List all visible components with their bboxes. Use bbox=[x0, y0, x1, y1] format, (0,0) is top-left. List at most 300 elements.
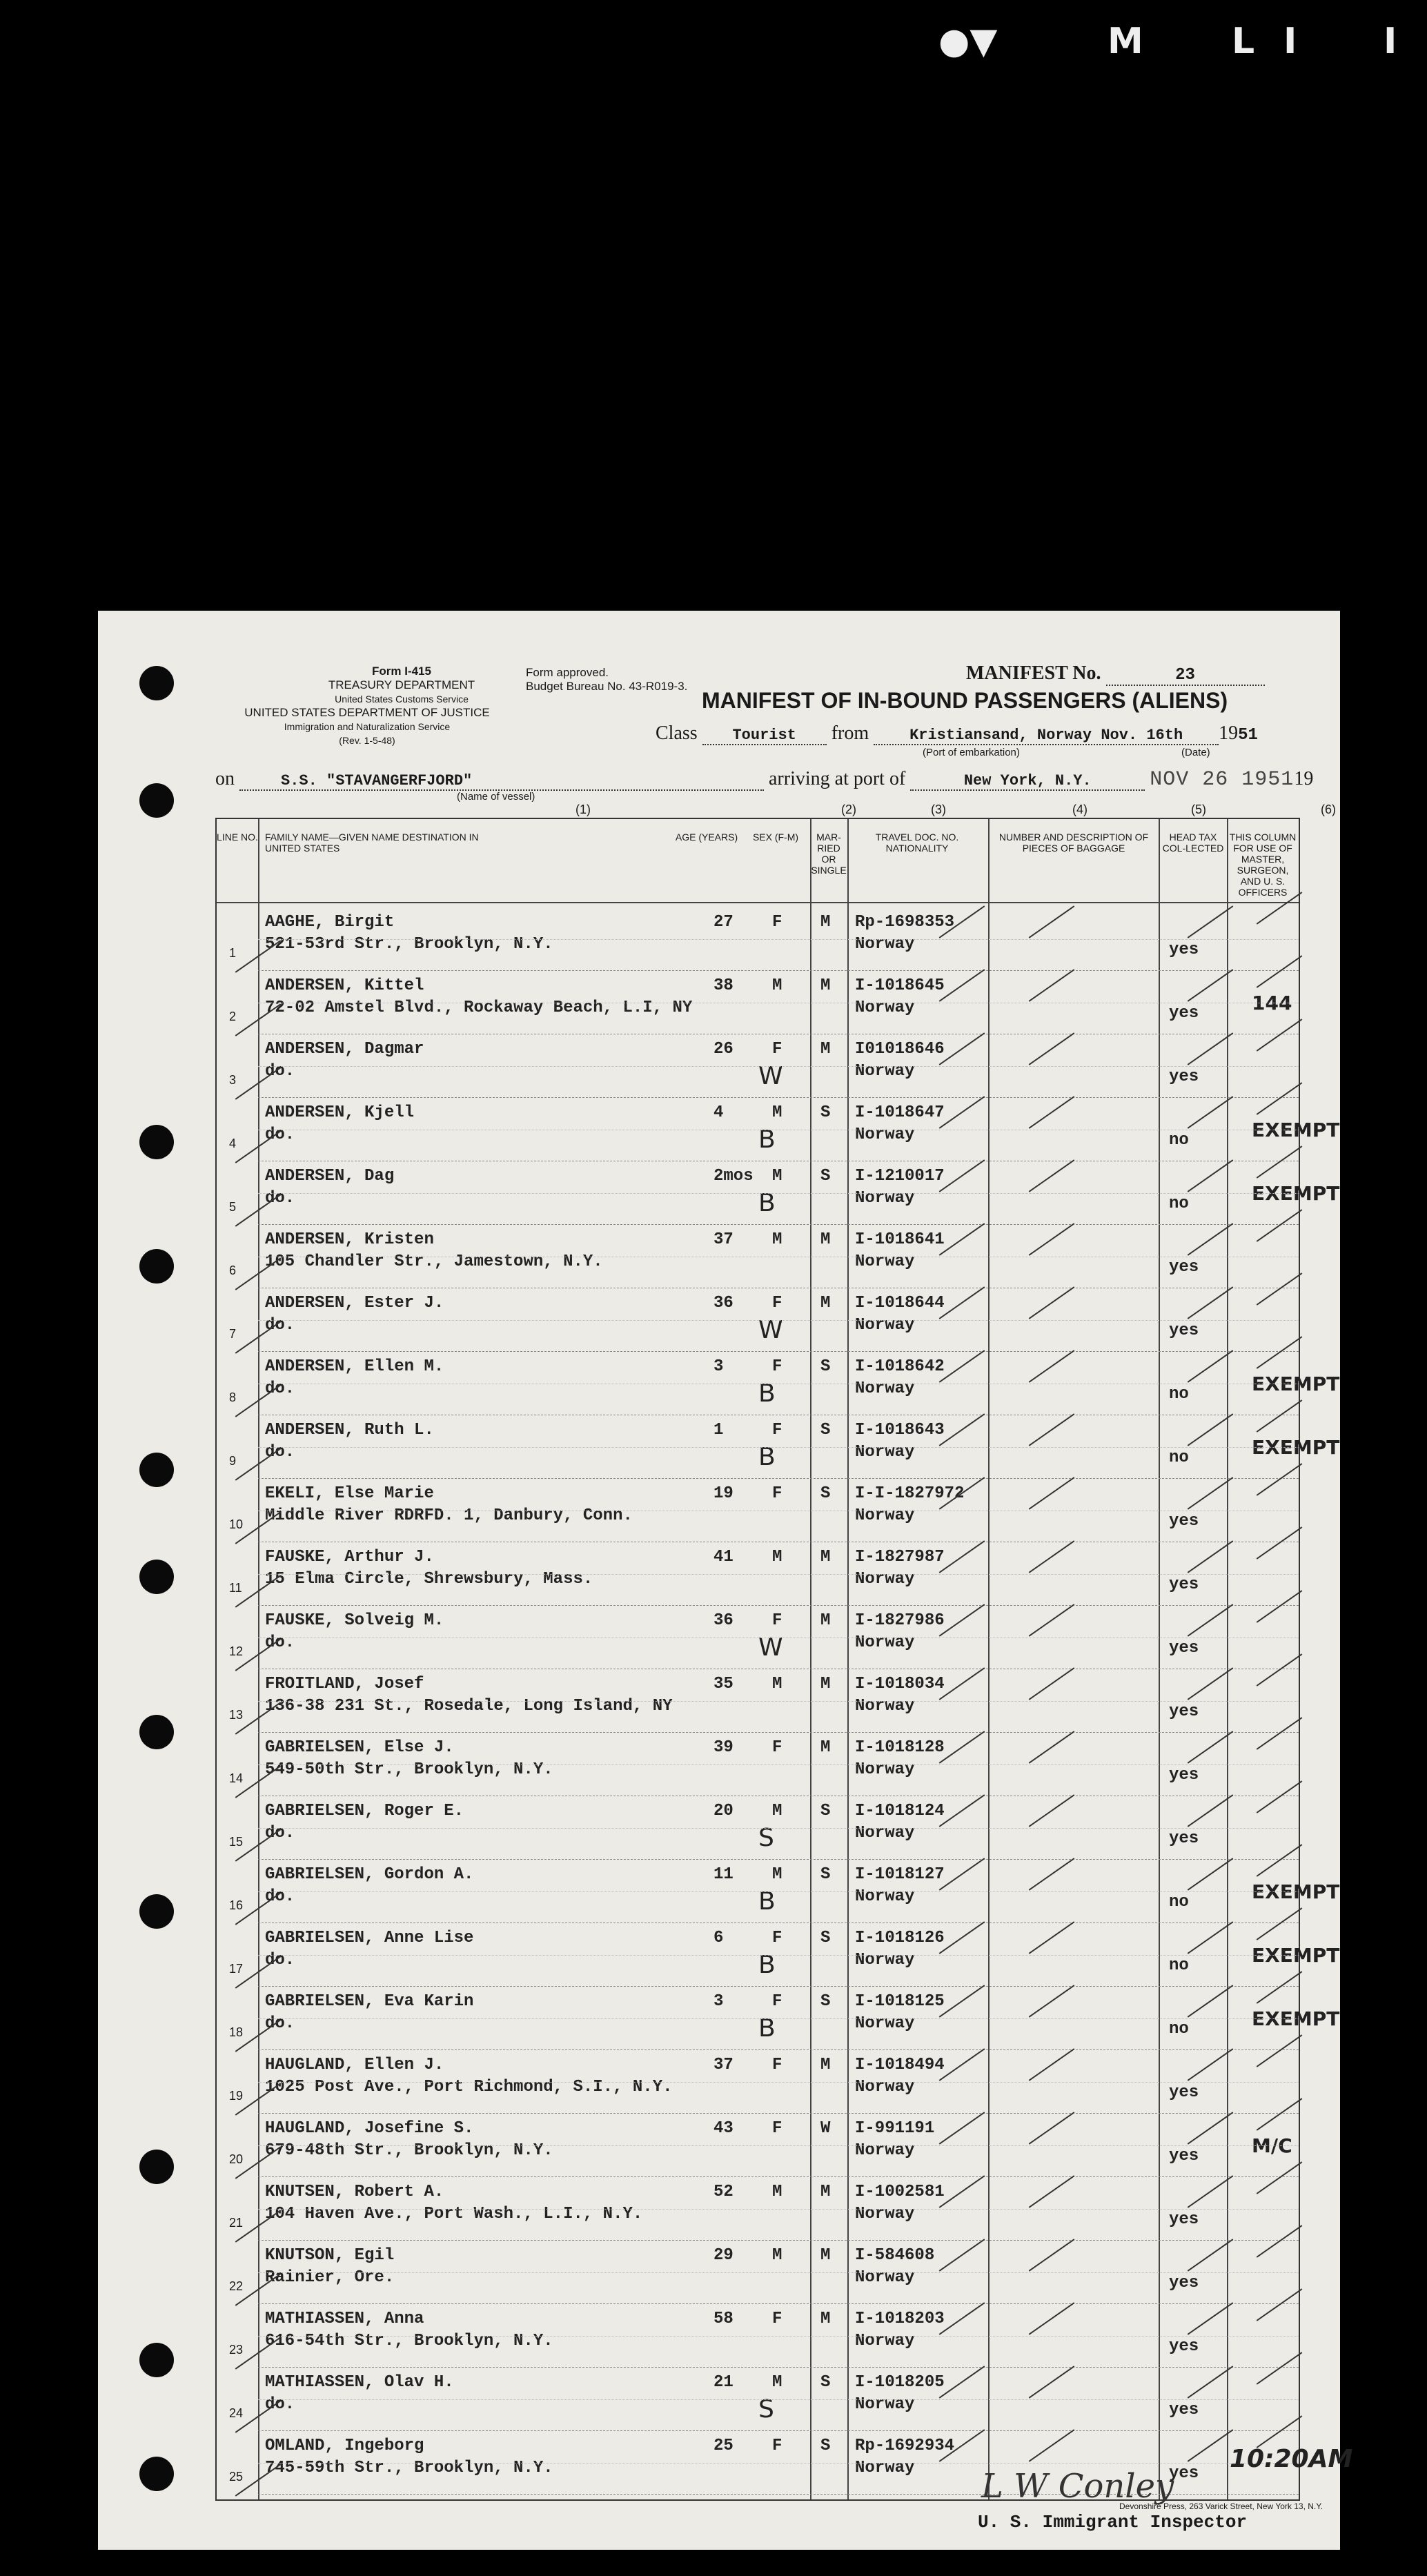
from-label: from bbox=[831, 722, 869, 744]
check-mark bbox=[235, 940, 282, 973]
family-name: AAGHE, Birgit bbox=[265, 913, 395, 932]
destination: 136-38 231 St., Rosedale, Long Island, NY bbox=[265, 1697, 673, 1715]
travel-doc-number: I-1018126 bbox=[855, 1929, 945, 1947]
check-mark bbox=[939, 1858, 985, 1891]
year-label-2: 19 bbox=[1294, 768, 1314, 789]
punch-hole bbox=[139, 2457, 174, 2491]
check-mark bbox=[1029, 2048, 1075, 2081]
line-number: 15 bbox=[229, 1835, 244, 1849]
line-number: 18 bbox=[229, 2025, 244, 2039]
punch-hole bbox=[139, 2343, 174, 2377]
head-tax: no bbox=[1169, 1131, 1189, 1150]
table-row bbox=[217, 1034, 1299, 1098]
check-mark bbox=[1029, 1667, 1075, 1700]
table-row bbox=[217, 1733, 1299, 1796]
age: 29 bbox=[714, 2246, 734, 2265]
travel-doc-number: I-1018642 bbox=[855, 1357, 945, 1376]
punch-hole bbox=[139, 1125, 174, 1159]
from-value: Kristiansand, Norway Nov. 16th bbox=[874, 727, 1219, 745]
check-mark bbox=[1188, 2175, 1234, 2208]
officer-note: EXEMPT bbox=[1252, 1182, 1340, 1205]
destination: 549-50th Str., Brooklyn, N.Y. bbox=[265, 1760, 553, 1779]
punch-hole bbox=[139, 1894, 174, 1929]
line-number: 3 bbox=[229, 1073, 237, 1087]
sex: F bbox=[772, 1992, 783, 2011]
check-mark bbox=[235, 1130, 282, 1163]
check-mark bbox=[1029, 1159, 1075, 1192]
age: 37 bbox=[714, 2056, 734, 2074]
check-mark bbox=[1188, 2112, 1234, 2145]
destination: 15 Elma Circle, Shrewsbury, Mass. bbox=[265, 1570, 593, 1589]
punch-hole bbox=[139, 1560, 174, 1594]
check-mark bbox=[939, 2302, 985, 2335]
family-name: GABRIELSEN, Anne Lise bbox=[265, 1929, 474, 1947]
edge-mark-3: L bbox=[1232, 21, 1255, 62]
marital-status: S bbox=[820, 1865, 831, 1884]
table-row bbox=[217, 1225, 1299, 1288]
check-mark bbox=[1029, 969, 1075, 1002]
table-row bbox=[217, 1479, 1299, 1542]
destination: do. bbox=[265, 1379, 295, 1398]
dept-justice: UNITED STATES DEPARTMENT OF JUSTICE bbox=[244, 706, 490, 719]
nationality: Norway bbox=[855, 1125, 915, 1144]
sex-mark: B bbox=[758, 1951, 776, 1979]
printer-credit: Devonshire Press, 263 Varick Street, New York 13, N.Y. bbox=[1119, 2501, 1323, 2511]
form-header-treasury bbox=[305, 665, 498, 706]
travel-doc-number: I-1018645 bbox=[855, 976, 945, 995]
form-revision: (Rev. 1-5-48) bbox=[339, 735, 395, 746]
sex: M bbox=[772, 1548, 783, 1566]
family-name: FAUSKE, Arthur J. bbox=[265, 1548, 434, 1566]
sex-mark: W bbox=[758, 1316, 783, 1344]
marital-status: S bbox=[820, 1992, 831, 2011]
line-number: 8 bbox=[229, 1390, 237, 1404]
nationality: Norway bbox=[855, 2078, 915, 2096]
table-row bbox=[217, 2368, 1299, 2431]
check-mark bbox=[1188, 1350, 1234, 1383]
age: 27 bbox=[714, 913, 734, 932]
family-name: ANDERSEN, Dag bbox=[265, 1167, 395, 1186]
destination: do. bbox=[265, 1189, 295, 1208]
head-tax: yes bbox=[1169, 2083, 1199, 2102]
table-row bbox=[217, 2241, 1299, 2304]
officer-note: EXEMPT bbox=[1252, 1373, 1340, 1395]
check-mark bbox=[1188, 1604, 1234, 1637]
head-tax: yes bbox=[1169, 1321, 1199, 1340]
head-tax: yes bbox=[1169, 2337, 1199, 2356]
family-name: GABRIELSEN, Roger E. bbox=[265, 1802, 464, 1820]
age: 36 bbox=[714, 1611, 734, 1630]
nationality: Norway bbox=[855, 1760, 915, 1779]
family-name: HAUGLAND, Josefine S. bbox=[265, 2119, 474, 2138]
nationality: Norway bbox=[855, 2332, 915, 2350]
marital-status: S bbox=[820, 1484, 831, 1503]
header-sex: SEX (F-M) bbox=[752, 832, 799, 843]
table-row bbox=[217, 1923, 1340, 1987]
family-name: KNUTSON, Egil bbox=[265, 2246, 395, 2265]
officer-note: EXEMPT bbox=[1252, 1436, 1340, 1459]
check-mark bbox=[939, 1921, 985, 1954]
check-mark bbox=[1188, 1985, 1234, 2018]
form-approval bbox=[526, 666, 687, 694]
age: 41 bbox=[714, 1548, 734, 1566]
travel-doc-number: I-1018034 bbox=[855, 1675, 945, 1693]
age: 25 bbox=[714, 2437, 734, 2455]
age: 4 bbox=[714, 1103, 724, 1122]
table-row bbox=[217, 1161, 1340, 1225]
check-mark bbox=[1188, 1413, 1234, 1446]
family-name: ANDERSEN, Kjell bbox=[265, 1103, 415, 1122]
check-mark bbox=[235, 1321, 282, 1354]
table-row bbox=[217, 1542, 1299, 1606]
sex: F bbox=[772, 1294, 783, 1312]
nationality: Norway bbox=[855, 1252, 915, 1271]
check-mark bbox=[939, 1350, 985, 1383]
time-note: 10:20AM bbox=[1230, 2445, 1353, 2473]
check-mark bbox=[939, 1223, 985, 1256]
vessel-name: S.S. "STAVANGERFJORD" bbox=[239, 772, 764, 791]
check-mark bbox=[1029, 2302, 1075, 2335]
header-travel-doc: TRAVEL DOC. NO. NATIONALITY bbox=[875, 832, 959, 854]
check-mark bbox=[1188, 2302, 1234, 2335]
marital-status: M bbox=[820, 1230, 831, 1249]
nationality: Norway bbox=[855, 1443, 915, 1462]
travel-doc-number: I-1018647 bbox=[855, 1103, 945, 1122]
check-mark bbox=[939, 2048, 985, 2081]
arrival-date-stamp: NOV 26 1951 bbox=[1150, 768, 1295, 792]
check-mark bbox=[1029, 2366, 1075, 2399]
head-tax: no bbox=[1169, 1893, 1189, 1911]
nationality: Norway bbox=[855, 1887, 915, 1906]
nationality: Norway bbox=[855, 1379, 915, 1398]
sex-mark: B bbox=[758, 1189, 776, 1217]
travel-doc-number: I-1018124 bbox=[855, 1802, 945, 1820]
sex: F bbox=[772, 1611, 783, 1630]
head-tax: yes bbox=[1169, 941, 1199, 959]
head-tax: yes bbox=[1169, 2274, 1199, 2292]
nationality: Norway bbox=[855, 1824, 915, 1842]
sex: M bbox=[772, 1103, 783, 1122]
travel-doc-number: I-1018494 bbox=[855, 2056, 945, 2074]
check-mark bbox=[1029, 2239, 1075, 2272]
check-mark bbox=[939, 2366, 985, 2399]
marital-status: M bbox=[820, 1738, 831, 1757]
head-tax: yes bbox=[1169, 1258, 1199, 1277]
check-mark bbox=[1029, 1032, 1075, 1065]
year-value-1: 51 bbox=[1238, 726, 1258, 745]
check-mark bbox=[1029, 1413, 1075, 1446]
sex: F bbox=[772, 1421, 783, 1439]
line-number: 5 bbox=[229, 1200, 237, 1214]
line-number: 14 bbox=[229, 1771, 244, 1785]
sex: F bbox=[772, 1357, 783, 1376]
family-name: MATHIASSEN, Anna bbox=[265, 2310, 424, 2328]
marital-status: M bbox=[820, 2056, 831, 2074]
marital-status: M bbox=[820, 2183, 831, 2201]
sex: M bbox=[772, 2373, 783, 2392]
check-mark bbox=[235, 1257, 282, 1290]
punch-hole bbox=[139, 1715, 174, 1749]
marital-status: S bbox=[820, 1802, 831, 1820]
check-mark bbox=[1188, 2366, 1234, 2399]
marital-status: M bbox=[820, 913, 831, 932]
line-number: 20 bbox=[229, 2152, 244, 2166]
class-line bbox=[656, 722, 1258, 745]
travel-doc-number: I-1018644 bbox=[855, 1294, 945, 1312]
marital-status: S bbox=[820, 2373, 831, 2392]
check-mark bbox=[1188, 1477, 1234, 1510]
nationality: Norway bbox=[855, 1316, 915, 1335]
family-name: GABRIELSEN, Gordon A. bbox=[265, 1865, 474, 1884]
check-mark bbox=[1188, 1032, 1234, 1065]
marital-status: S bbox=[820, 1357, 831, 1376]
sex: F bbox=[772, 1040, 783, 1059]
table-row bbox=[217, 2304, 1299, 2368]
check-mark bbox=[939, 1731, 985, 1764]
colnum-5: (5) bbox=[1191, 803, 1206, 816]
edge-mark-5: I bbox=[1384, 21, 1397, 62]
check-mark bbox=[939, 1032, 985, 1065]
head-tax: yes bbox=[1169, 1068, 1199, 1086]
travel-doc-number: I-1018203 bbox=[855, 2310, 945, 2328]
marital-status: S bbox=[820, 1421, 831, 1439]
check-mark bbox=[235, 1448, 282, 1481]
punch-hole bbox=[139, 783, 174, 818]
family-name: ANDERSEN, Ester J. bbox=[265, 1294, 444, 1312]
check-mark bbox=[1188, 1540, 1234, 1573]
sex-mark: S bbox=[758, 2395, 774, 2423]
punch-hole bbox=[139, 2150, 174, 2184]
family-name: ANDERSEN, Dagmar bbox=[265, 1040, 424, 1059]
check-mark bbox=[1188, 1286, 1234, 1319]
age: 6 bbox=[714, 1929, 724, 1947]
manifest-number: 23 bbox=[1106, 666, 1265, 686]
travel-doc-number: I-584608 bbox=[855, 2246, 935, 2265]
check-mark bbox=[1029, 1731, 1075, 1764]
manifest-number-line bbox=[966, 662, 1265, 686]
table-row bbox=[217, 907, 1299, 971]
family-name: MATHIASSEN, Olav H. bbox=[265, 2373, 454, 2392]
check-mark bbox=[1188, 2239, 1234, 2272]
header-married: MAR-RIED OR SINGLE bbox=[811, 832, 847, 876]
check-mark bbox=[1029, 1794, 1075, 1827]
table-row bbox=[217, 1288, 1299, 1352]
head-tax: yes bbox=[1169, 1004, 1199, 1023]
check-mark bbox=[1188, 2429, 1234, 2462]
destination: Rainier, Ore. bbox=[265, 2268, 395, 2287]
head-tax: yes bbox=[1169, 1766, 1199, 1784]
destination: 521-53rd Str., Brooklyn, N.Y. bbox=[265, 935, 553, 954]
officer-note: EXEMPT bbox=[1252, 2007, 1340, 2030]
age: 19 bbox=[714, 1484, 734, 1503]
age: 1 bbox=[714, 1421, 724, 1439]
marital-status: M bbox=[820, 1548, 831, 1566]
header-baggage: NUMBER AND DESCRIPTION OF PIECES OF BAGGAGE bbox=[998, 832, 1149, 854]
nationality: Norway bbox=[855, 2014, 915, 2033]
marital-status: M bbox=[820, 1040, 831, 1059]
line-number: 2 bbox=[229, 1010, 237, 1023]
family-name: FROITLAND, Josef bbox=[265, 1675, 424, 1693]
sex-mark: S bbox=[758, 1824, 774, 1852]
nationality: Norway bbox=[855, 1570, 915, 1589]
head-tax: yes bbox=[1169, 1575, 1199, 1594]
check-mark bbox=[1029, 1921, 1075, 1954]
head-tax: yes bbox=[1169, 2464, 1199, 2483]
destination: Middle River RDRFD. 1, Danbury, Conn. bbox=[265, 1506, 633, 1525]
punch-hole bbox=[139, 666, 174, 700]
destination: do. bbox=[265, 1887, 295, 1906]
colnum-6: (6) bbox=[1321, 803, 1336, 816]
check-mark bbox=[1188, 905, 1234, 938]
head-tax: yes bbox=[1169, 1702, 1199, 1721]
age: 26 bbox=[714, 1040, 734, 1059]
head-tax: no bbox=[1169, 2020, 1189, 2038]
marital-status: S bbox=[820, 1103, 831, 1122]
colnum-1: (1) bbox=[575, 803, 591, 816]
destination: do. bbox=[265, 1062, 295, 1081]
age: 3 bbox=[714, 1992, 724, 2011]
marital-status: M bbox=[820, 1611, 831, 1630]
travel-doc-number: I-1018205 bbox=[855, 2373, 945, 2392]
travel-doc-number: I01018646 bbox=[855, 1040, 945, 1059]
age: 20 bbox=[714, 1802, 734, 1820]
table-row bbox=[217, 1860, 1340, 1923]
check-mark bbox=[1029, 1985, 1075, 2018]
head-tax: yes bbox=[1169, 1639, 1199, 1658]
officer-note: EXEMPT bbox=[1252, 1880, 1340, 1903]
destination: 679-48th Str., Brooklyn, N.Y. bbox=[265, 2141, 553, 2160]
port-caption: (Port of embarkation) bbox=[923, 747, 1020, 758]
header-officers: THIS COLUMN FOR USE OF MASTER, SURGEON, AND U. S. OFFICERS bbox=[1229, 832, 1297, 898]
head-tax: yes bbox=[1169, 2401, 1199, 2419]
destination: do. bbox=[265, 1633, 295, 1652]
table-row bbox=[217, 1352, 1340, 1415]
line-number: 12 bbox=[229, 1644, 244, 1658]
family-name: EKELI, Else Marie bbox=[265, 1484, 434, 1503]
line-number: 22 bbox=[229, 2279, 244, 2293]
marital-status: M bbox=[820, 1675, 831, 1693]
family-name: ANDERSEN, Ruth L. bbox=[265, 1421, 434, 1439]
check-mark bbox=[1188, 1667, 1234, 1700]
family-name: ANDERSEN, Kristen bbox=[265, 1230, 434, 1249]
head-tax: no bbox=[1169, 1194, 1189, 1213]
travel-doc-number: I-991191 bbox=[855, 2119, 935, 2138]
line-number: 11 bbox=[229, 1581, 242, 1595]
sex: F bbox=[772, 2119, 783, 2138]
sex: F bbox=[772, 1738, 783, 1757]
inspector-label: U. S. Immigrant Inspector bbox=[978, 2512, 1248, 2533]
form-number: Form I-415 bbox=[372, 665, 431, 678]
film-edge-marks bbox=[925, 21, 1408, 62]
edge-mark-4: I bbox=[1283, 21, 1297, 62]
sex: M bbox=[772, 2183, 783, 2201]
travel-doc-number: I-I-1827972 bbox=[855, 1484, 965, 1503]
travel-doc-number: I-1002581 bbox=[855, 2183, 945, 2201]
age: 2mos bbox=[714, 1167, 754, 1186]
line-number: 10 bbox=[229, 1517, 244, 1531]
check-mark bbox=[939, 1985, 985, 2018]
travel-doc-number: Rp-1698353 bbox=[855, 913, 955, 932]
colnum-3: (3) bbox=[931, 803, 946, 816]
sex: M bbox=[772, 1167, 783, 1186]
age: 43 bbox=[714, 2119, 734, 2138]
travel-doc-number: I-1018128 bbox=[855, 1738, 945, 1757]
year-label-1: 19 bbox=[1219, 722, 1239, 744]
manifest-title: MANIFEST OF IN-BOUND PASSENGERS (ALIENS) bbox=[702, 688, 1228, 713]
colnum-2: (2) bbox=[841, 803, 856, 816]
form-header-justice bbox=[215, 706, 519, 747]
marital-status: S bbox=[820, 1167, 831, 1186]
head-tax: yes bbox=[1169, 1829, 1199, 1848]
line-number: 13 bbox=[229, 1708, 244, 1722]
family-name: GABRIELSEN, Eva Karin bbox=[265, 1992, 474, 2011]
edge-mark-2: M bbox=[1108, 21, 1143, 62]
check-mark bbox=[939, 1413, 985, 1446]
check-mark bbox=[939, 1540, 985, 1573]
line-number: 21 bbox=[229, 2216, 244, 2230]
check-mark bbox=[1029, 2175, 1075, 2208]
sex: F bbox=[772, 1484, 783, 1503]
arrival-port: New York, N.Y. bbox=[910, 772, 1145, 791]
nationality: Norway bbox=[855, 935, 915, 954]
age: 52 bbox=[714, 2183, 734, 2201]
sex-mark: W bbox=[758, 1062, 783, 1090]
check-mark bbox=[1029, 1477, 1075, 1510]
check-mark bbox=[939, 1794, 985, 1827]
age: 21 bbox=[714, 2373, 734, 2392]
travel-doc-number: I-1018127 bbox=[855, 1865, 945, 1884]
age: 58 bbox=[714, 2310, 734, 2328]
sex: M bbox=[772, 2246, 783, 2265]
sex: F bbox=[772, 2437, 783, 2455]
check-mark bbox=[235, 1384, 282, 1417]
nationality: Norway bbox=[855, 1062, 915, 1081]
dept-treasury-sub: United States Customs Service bbox=[335, 694, 469, 705]
marital-status: M bbox=[820, 2246, 831, 2265]
vessel-caption: (Name of vessel) bbox=[457, 791, 535, 803]
nationality: Norway bbox=[855, 2395, 915, 2414]
table-row bbox=[217, 1669, 1299, 1733]
arriving-label: arriving at port of bbox=[769, 768, 906, 789]
age: 35 bbox=[714, 1675, 734, 1693]
sex-mark: B bbox=[758, 1379, 776, 1408]
travel-doc-number: I-1210017 bbox=[855, 1167, 945, 1186]
sex: M bbox=[772, 1675, 783, 1693]
nationality: Norway bbox=[855, 999, 915, 1017]
line-number: 1 bbox=[229, 946, 237, 960]
nationality: Norway bbox=[855, 1697, 915, 1715]
family-name: OMLAND, Ingeborg bbox=[265, 2437, 424, 2455]
sex: F bbox=[772, 1929, 783, 1947]
form-approved: Form approved. bbox=[526, 666, 609, 679]
marital-status: S bbox=[820, 2437, 831, 2455]
check-mark bbox=[235, 1194, 282, 1227]
head-tax: yes bbox=[1169, 1512, 1199, 1531]
family-name: HAUGLAND, Ellen J. bbox=[265, 2056, 444, 2074]
dept-treasury: TREASURY DEPARTMENT bbox=[328, 678, 475, 691]
table-row bbox=[217, 2114, 1299, 2177]
travel-doc-number: I-1018125 bbox=[855, 1992, 945, 2011]
manifest-sheet bbox=[98, 611, 1353, 2550]
family-name: ANDERSEN, Ellen M. bbox=[265, 1357, 444, 1376]
destination: 745-59th Str., Brooklyn, N.Y. bbox=[265, 2459, 553, 2477]
nationality: Norway bbox=[855, 2459, 915, 2477]
check-mark bbox=[1188, 1223, 1234, 1256]
header-line-no: LINE NO. bbox=[217, 832, 258, 843]
age: 38 bbox=[714, 976, 734, 995]
check-mark bbox=[1029, 2112, 1075, 2145]
destination: 72-02 Amstel Blvd., Rockaway Beach, L.I, NY bbox=[265, 999, 693, 1017]
